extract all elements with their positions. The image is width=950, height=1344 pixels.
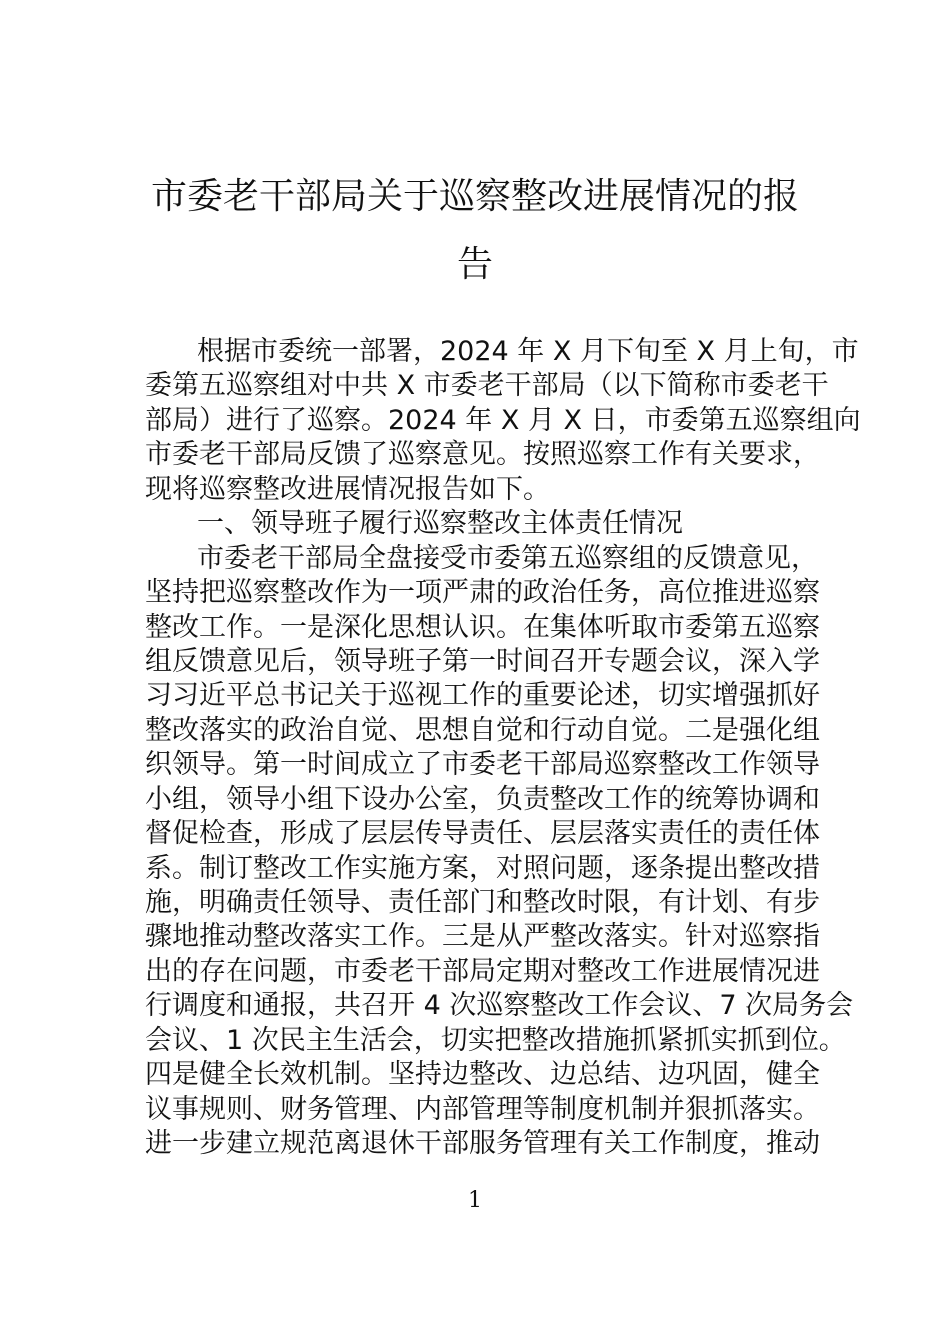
paragraph-line: 行调度和通报，共召开 4 次巡察整改工作会议、7 次局务会 [145, 990, 854, 1022]
section-heading: 一、领导班子履行巡察整改主体责任情况 [197, 508, 683, 540]
paragraph-line: 织领导。第一时间成立了市委老干部局巡察整改工作领导 [145, 749, 820, 781]
paragraph-line: 整改落实的政治自觉、思想自觉和行动自觉。二是强化组 [145, 714, 820, 746]
paragraph-line: 坚持把巡察整改作为一项严肃的政治任务，高位推进巡察 [145, 577, 820, 609]
paragraph-line: 督促检查，形成了层层传导责任、层层落实责任的责任体 [145, 818, 820, 850]
paragraph-line: 四是健全长效机制。坚持边整改、边总结、边巩固，健全 [145, 1059, 820, 1091]
page-number: 1 [468, 1188, 482, 1213]
paragraph-line: 进一步建立规范离退休干部服务管理有关工作制度，推动 [145, 1128, 820, 1160]
paragraph-line: 议事规则、财务管理、内部管理等制度机制并狠抓落实。 [145, 1093, 820, 1125]
paragraph-line: 委第五巡察组对中共 X 市委老干部局（以下简称市委老干 [145, 370, 829, 402]
paragraph-line: 部局）进行了巡察。2024 年 X 月 X 日，市委第五巡察组向 [145, 404, 861, 436]
paragraph-line: 市委老干部局全盘接受市委第五巡察组的反馈意见， [197, 542, 818, 574]
paragraph-line: 根据市委统一部署，2024 年 X 月下旬至 X 月上旬，市 [197, 336, 859, 367]
paragraph-line: 市委老干部局反馈了巡察意见。按照巡察工作有关要求， [145, 439, 820, 471]
paragraph-line: 出的存在问题，市委老干部局定期对整改工作进展情况进 [145, 955, 820, 987]
title-line: 市委老干部局关于巡察整改进展情况的报 [150, 176, 799, 217]
paragraph-line: 骤地推动整改落实工作。三是从严整改落实。针对巡察指 [145, 921, 820, 953]
paragraph-line: 系。制订整改工作实施方案，对照问题，逐条提出整改措 [145, 852, 820, 884]
document-title [140, 163, 810, 299]
paragraph-line: 施，明确责任领导、责任部门和整改时限，有计划、有步 [145, 887, 820, 918]
paragraph-line: 小组，领导小组下设办公室，负责整改工作的统筹协调和 [145, 783, 820, 815]
title-line: 告 [456, 244, 493, 285]
paragraph-line: 会议、1 次民主生活会，切实把整改措施抓紧抓实抓到位。 [145, 1024, 846, 1056]
paragraph-line: 组反馈意见后，领导班子第一时间召开专题会议，深入学 [145, 645, 820, 677]
paragraph-line: 习习近平总书记关于巡视工作的重要论述，切实增强抓好 [145, 680, 820, 712]
document-body [145, 335, 861, 1162]
paragraph-line: 整改工作。一是深化思想认识。在集体听取市委第五巡察 [145, 611, 820, 643]
paragraph-line: 现将巡察整改进展情况报告如下。 [145, 473, 550, 505]
